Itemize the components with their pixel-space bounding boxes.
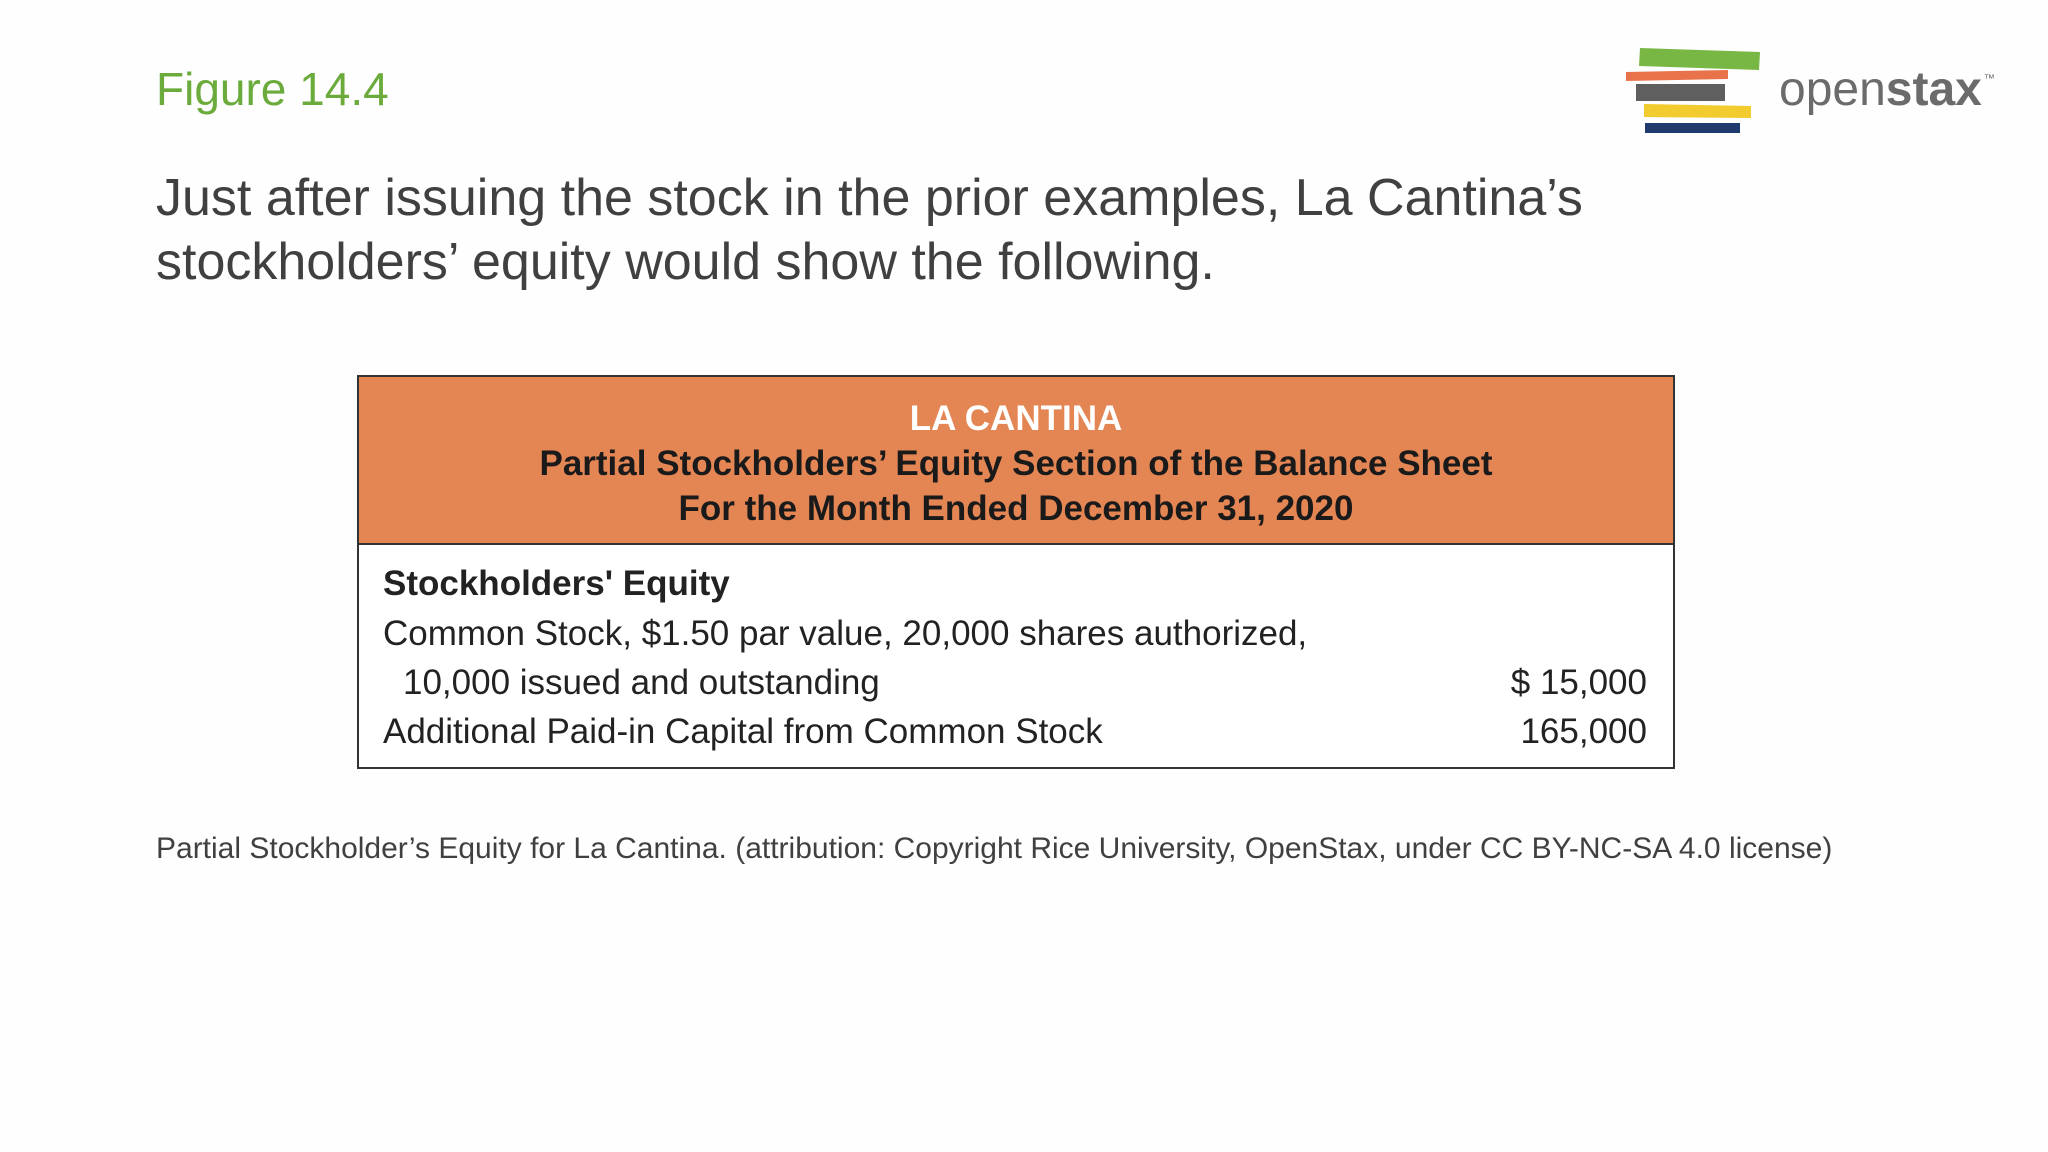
row-label: Common Stock, $1.50 par value, 20,000 shares authorized, [383, 614, 1308, 653]
book-stack-icon [1624, 46, 1774, 136]
statement-row [383, 609, 1647, 658]
statement-title: Partial Stockholders’ Equity Section of the Balance Sheet [539, 444, 1493, 483]
section-label: Stockholders' Equity [383, 564, 730, 603]
row-amount: 165,000 [1520, 712, 1647, 751]
statement-header [359, 377, 1673, 545]
figure-caption: Partial Stockholder’s Equity for La Cantina. (attribution: Copyright Rice University, OpenStax, under CC BY-NC-SA 4.0 license) [156, 832, 1833, 865]
balance-sheet-statement [357, 375, 1675, 769]
statement-company: LA CANTINA [909, 399, 1123, 438]
logo-word-bold: stax [1885, 63, 1982, 116]
row-label: 10,000 issued and outstanding [403, 663, 880, 702]
statement-body [359, 545, 1673, 756]
logo-trademark: ™ [1983, 73, 1995, 85]
row-label: Additional Paid-in Capital from Common Stock [383, 712, 1103, 751]
statement-row [383, 707, 1647, 756]
logo-wordmark [1779, 63, 1995, 116]
logo-word-regular: open [1779, 63, 1886, 116]
statement-row [383, 658, 1647, 707]
statement-period: For the Month Ended December 31, 2020 [678, 489, 1354, 528]
openstax-logo [1624, 46, 2004, 136]
slide-heading: Just after issuing the stock in the prior examples, La Cantina’s stockholders’ equity would show the following. [156, 169, 1583, 291]
figure-label: Figure 14.4 [156, 63, 389, 115]
row-amount: $ 15,000 [1510, 663, 1647, 702]
